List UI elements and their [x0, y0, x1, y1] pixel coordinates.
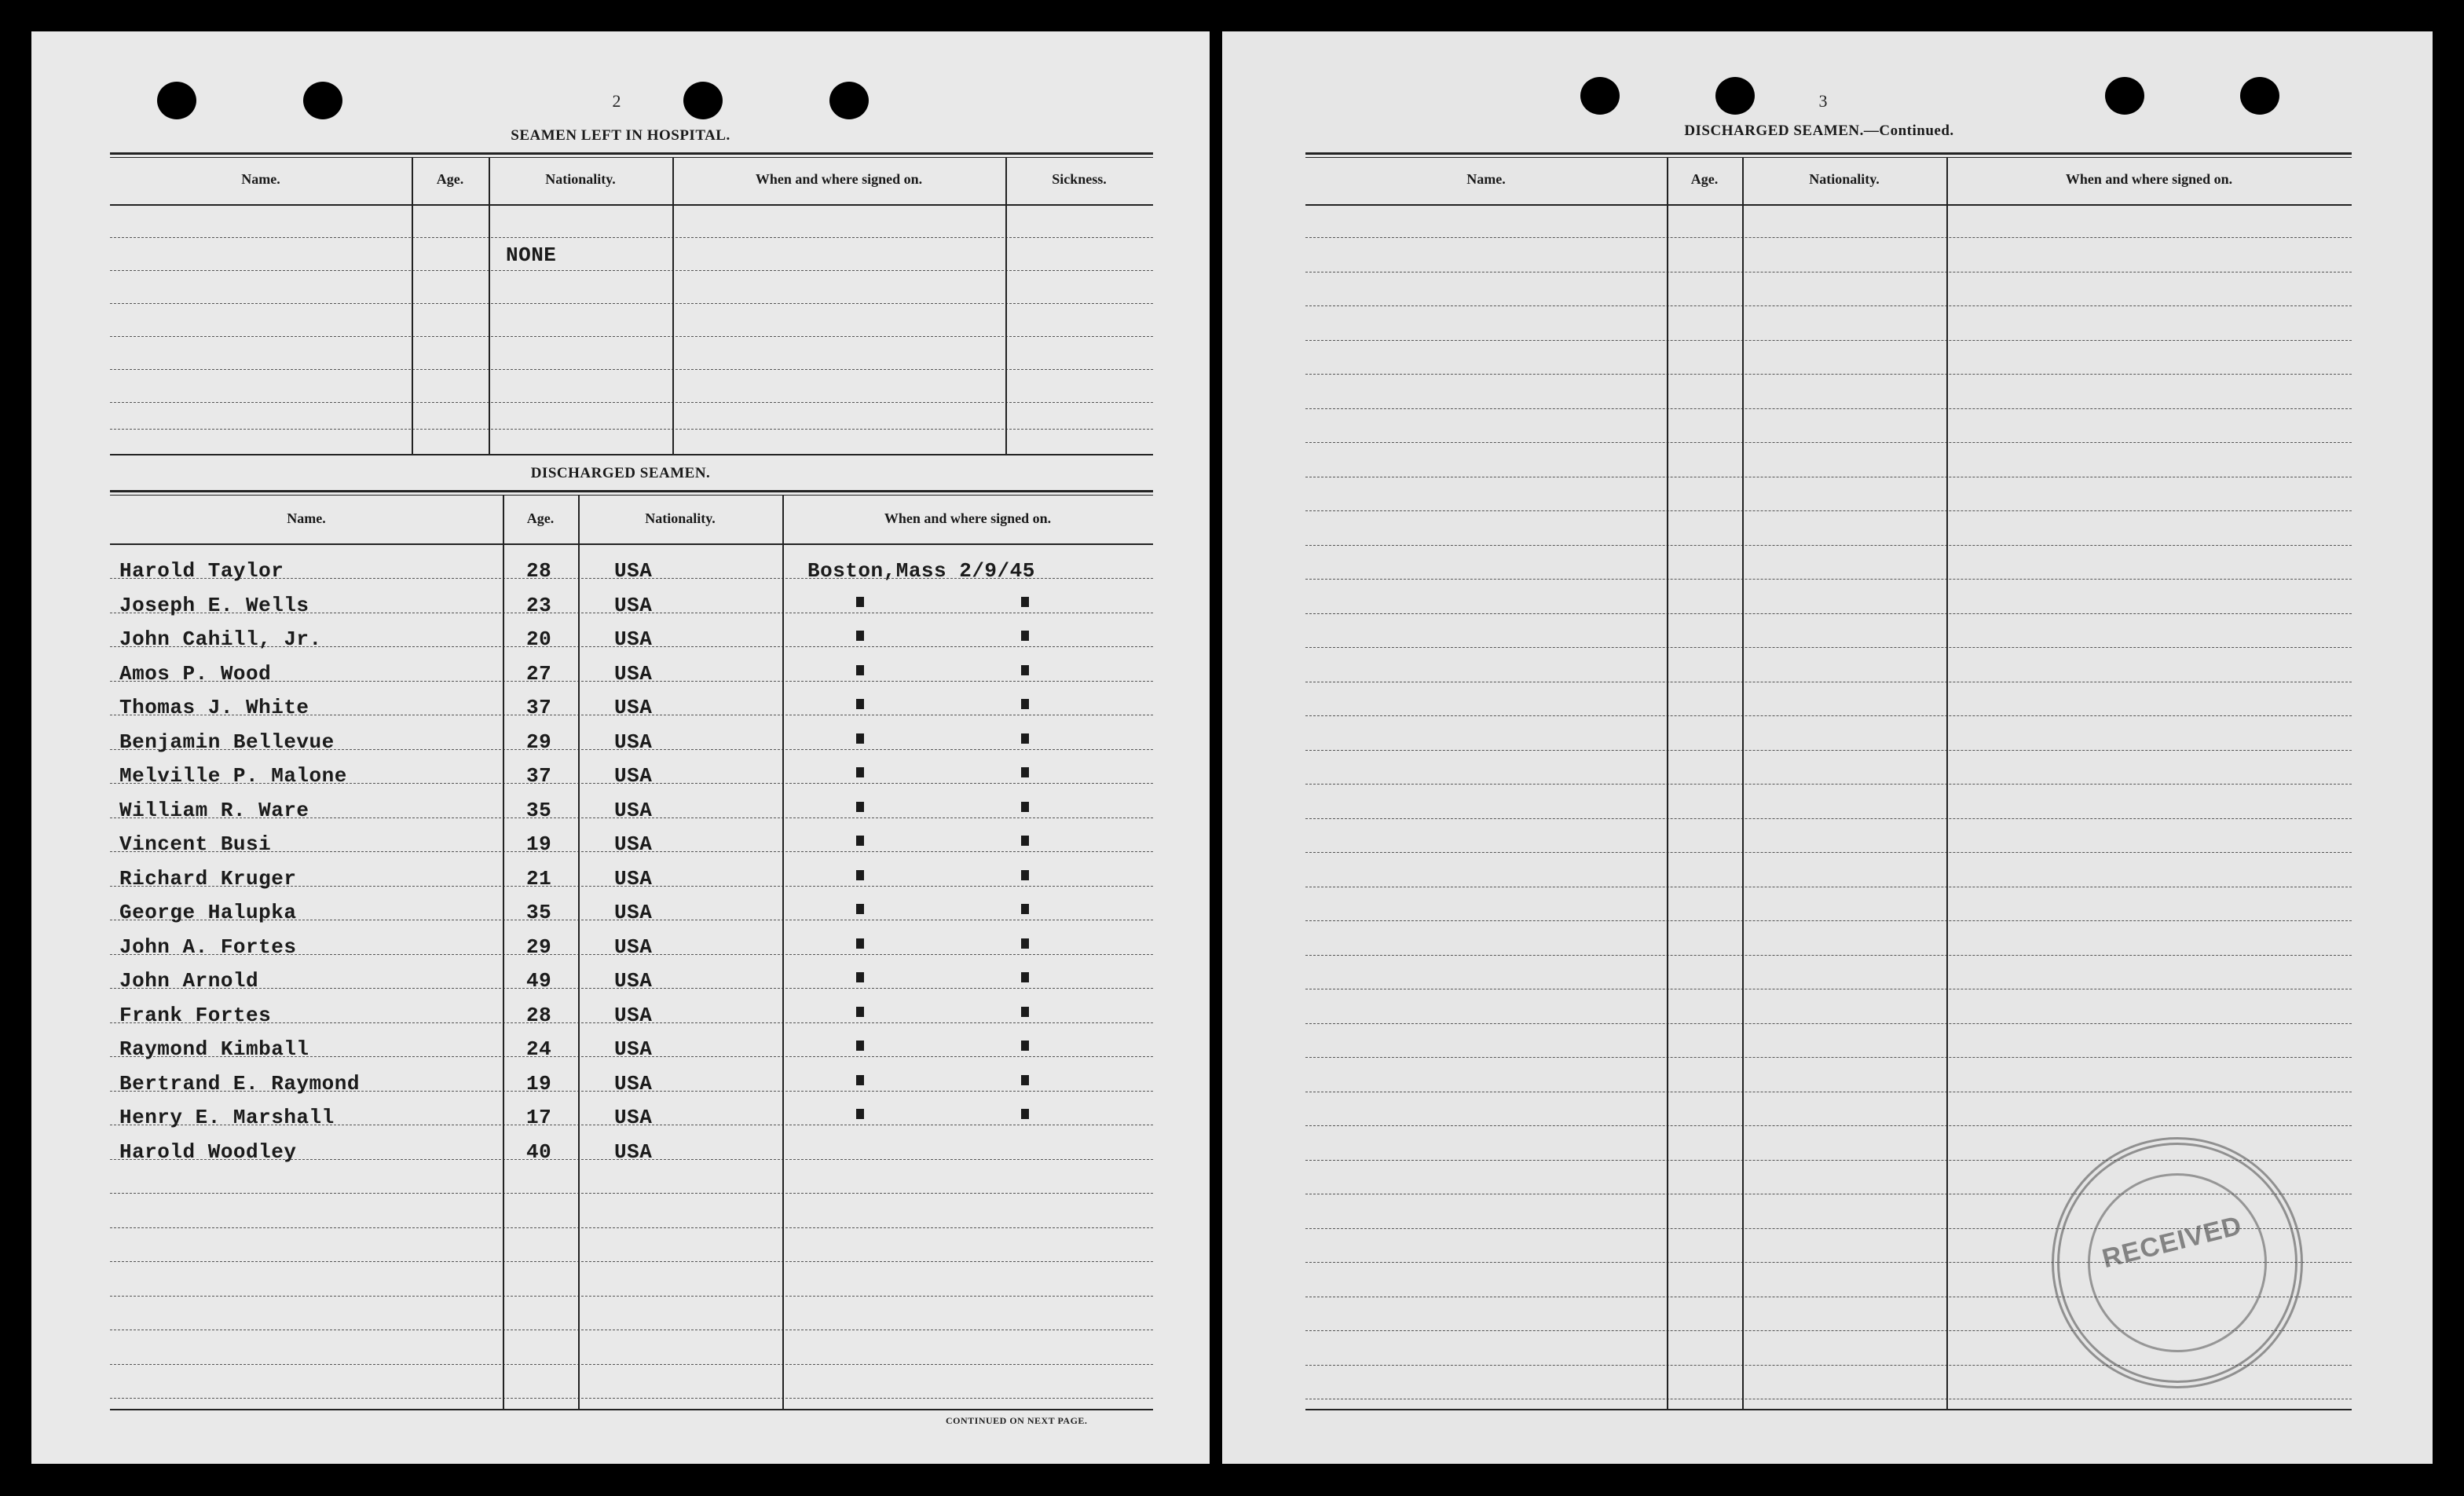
ditto-mark	[1021, 631, 1029, 641]
table-row	[110, 999, 1153, 1033]
seaman-name: Melville P. Malone	[119, 764, 347, 788]
ditto-mark	[856, 597, 864, 607]
seaman-nationality: USA	[614, 798, 653, 822]
col-nationality: Nationality.	[645, 510, 716, 526]
seaman-name: William R. Ware	[119, 798, 309, 822]
page-number: 3	[1818, 91, 1828, 111]
discharged-continued-heading: DISCHARGED SEAMEN.—Continued.	[1684, 123, 1954, 139]
seaman-nationality: USA	[614, 832, 653, 856]
table-row	[110, 931, 1153, 964]
ditto-mark	[1021, 802, 1029, 812]
ditto-mark	[1021, 1041, 1029, 1051]
ditto-mark	[856, 836, 864, 846]
seaman-name: Harold Taylor	[119, 559, 284, 583]
ditto-mark	[856, 938, 864, 949]
seaman-nationality: USA	[614, 1003, 653, 1027]
col-name: Name.	[287, 510, 326, 526]
ditto-mark	[856, 1075, 864, 1085]
seaman-nationality: USA	[614, 764, 653, 788]
table-row	[110, 1101, 1153, 1135]
table-row	[110, 828, 1153, 861]
ditto-mark	[856, 767, 864, 777]
ditto-mark	[856, 802, 864, 812]
seaman-nationality: USA	[614, 1139, 653, 1164]
ditto-mark	[1021, 699, 1029, 709]
seaman-nationality: USA	[614, 593, 653, 617]
seaman-nationality: USA	[614, 1106, 653, 1129]
seaman-name: Henry E. Marshall	[119, 1106, 335, 1129]
seaman-age: 37	[526, 696, 552, 719]
seaman-age: 29	[526, 935, 552, 959]
punch-hole	[303, 82, 342, 119]
seaman-name: Joseph E. Wells	[119, 593, 309, 617]
punch-hole	[157, 82, 196, 119]
seaman-age: 24	[526, 1037, 552, 1061]
ditto-mark	[1021, 836, 1029, 846]
discharged-table	[110, 490, 1153, 1412]
col-age: Age.	[1690, 171, 1719, 187]
ditto-mark	[1021, 904, 1029, 914]
hospital-heading: SEAMEN LEFT IN HOSPITAL.	[511, 127, 730, 144]
seaman-nationality: USA	[614, 935, 653, 959]
ditto-mark	[1021, 870, 1029, 880]
seaman-nationality: USA	[614, 559, 653, 583]
seaman-name: Thomas J. White	[119, 696, 309, 719]
page-number: 2	[612, 91, 621, 111]
ditto-mark	[856, 1007, 864, 1017]
punch-hole	[1715, 77, 1755, 115]
stamp-text: RECEIVED	[2099, 1210, 2246, 1275]
seaman-age: 28	[526, 559, 552, 583]
continued-note: CONTINUED ON NEXT PAGE.	[946, 1415, 1088, 1426]
seaman-nationality: USA	[614, 730, 653, 754]
ditto-mark	[856, 1109, 864, 1119]
punch-hole	[1580, 77, 1620, 115]
ditto-mark	[856, 733, 864, 744]
seaman-age: 29	[526, 730, 552, 754]
seaman-age: 49	[526, 969, 552, 993]
left-page	[31, 31, 1210, 1464]
col-signed-on: When and where signed on.	[884, 510, 1052, 526]
right-page	[1222, 31, 2433, 1464]
seaman-age: 20	[526, 627, 552, 651]
punch-hole	[829, 82, 869, 119]
seaman-name: John Cahill, Jr.	[119, 627, 322, 651]
ditto-mark	[856, 904, 864, 914]
col-age: Age.	[436, 171, 464, 187]
seaman-name: John Arnold	[119, 969, 259, 993]
seaman-nationality: USA	[614, 866, 653, 891]
seaman-age: 35	[526, 901, 552, 924]
discharged-heading: DISCHARGED SEAMEN.	[530, 465, 711, 481]
hospital-table	[110, 152, 1153, 455]
seaman-name: Vincent Busi	[119, 832, 272, 856]
ditto-mark	[1021, 972, 1029, 982]
table-row	[110, 623, 1153, 657]
seaman-name: Richard Kruger	[119, 866, 297, 891]
table-row	[110, 1136, 1153, 1169]
seaman-age: 21	[526, 866, 552, 891]
signed-on-entry: Boston,Mass 2/9/45	[807, 559, 1035, 583]
col-age: Age.	[526, 510, 555, 526]
ditto-mark	[1021, 1075, 1029, 1085]
ditto-mark	[1021, 597, 1029, 607]
ditto-mark	[856, 631, 864, 641]
col-signed-on: When and where signed on.	[755, 171, 923, 187]
col-nationality: Nationality.	[545, 171, 616, 187]
seaman-name: Amos P. Wood	[119, 661, 272, 686]
ditto-mark	[856, 870, 864, 880]
ditto-mark	[856, 699, 864, 709]
seaman-age: 19	[526, 832, 552, 856]
col-signed-on: When and where signed on.	[2065, 171, 2233, 187]
seaman-age: 35	[526, 798, 552, 822]
ditto-mark	[1021, 1007, 1029, 1017]
seaman-name: Frank Fortes	[119, 1003, 272, 1027]
ditto-mark	[1021, 665, 1029, 675]
seaman-name: John A. Fortes	[119, 935, 297, 959]
table-row	[110, 657, 1153, 691]
seaman-name: Harold Woodley	[119, 1139, 297, 1164]
hospital-none-entry: NONE	[506, 243, 557, 267]
seaman-nationality: USA	[614, 696, 653, 719]
ditto-mark	[856, 972, 864, 982]
table-row	[110, 726, 1153, 759]
table-row	[110, 691, 1153, 725]
seaman-nationality: USA	[614, 1037, 653, 1061]
col-sickness: Sickness.	[1052, 171, 1107, 187]
seaman-nationality: USA	[614, 901, 653, 924]
table-row	[110, 1033, 1153, 1066]
ditto-mark	[856, 1041, 864, 1051]
seaman-nationality: USA	[614, 661, 653, 686]
table-row	[110, 589, 1153, 623]
ditto-mark	[1021, 1109, 1029, 1119]
seaman-age: 17	[526, 1106, 552, 1129]
table-row	[110, 896, 1153, 930]
table-row	[110, 964, 1153, 998]
seaman-nationality: USA	[614, 969, 653, 993]
seaman-age: 37	[526, 764, 552, 788]
table-row	[110, 554, 1153, 588]
col-name: Name.	[1466, 171, 1506, 187]
table-row	[110, 759, 1153, 793]
seaman-name: George Halupka	[119, 901, 297, 924]
ditto-mark	[1021, 767, 1029, 777]
col-nationality: Nationality.	[1809, 171, 1880, 187]
seaman-age: 28	[526, 1003, 552, 1027]
seaman-name: Bertrand E. Raymond	[119, 1071, 360, 1095]
seaman-age: 27	[526, 661, 552, 686]
table-row	[110, 1067, 1153, 1101]
seaman-nationality: USA	[614, 627, 653, 651]
punch-hole	[2105, 77, 2144, 115]
table-row	[110, 862, 1153, 896]
seaman-nationality: USA	[614, 1071, 653, 1095]
ditto-mark	[1021, 733, 1029, 744]
ditto-mark	[1021, 938, 1029, 949]
punch-hole	[683, 82, 723, 119]
seaman-name: Benjamin Bellevue	[119, 730, 335, 754]
table-row	[110, 794, 1153, 828]
ditto-mark	[856, 665, 864, 675]
seaman-age: 23	[526, 593, 552, 617]
punch-hole	[2240, 77, 2279, 115]
seaman-age: 19	[526, 1071, 552, 1095]
seaman-name: Raymond Kimball	[119, 1037, 309, 1061]
col-name: Name.	[241, 171, 280, 187]
seaman-age: 40	[526, 1139, 552, 1164]
